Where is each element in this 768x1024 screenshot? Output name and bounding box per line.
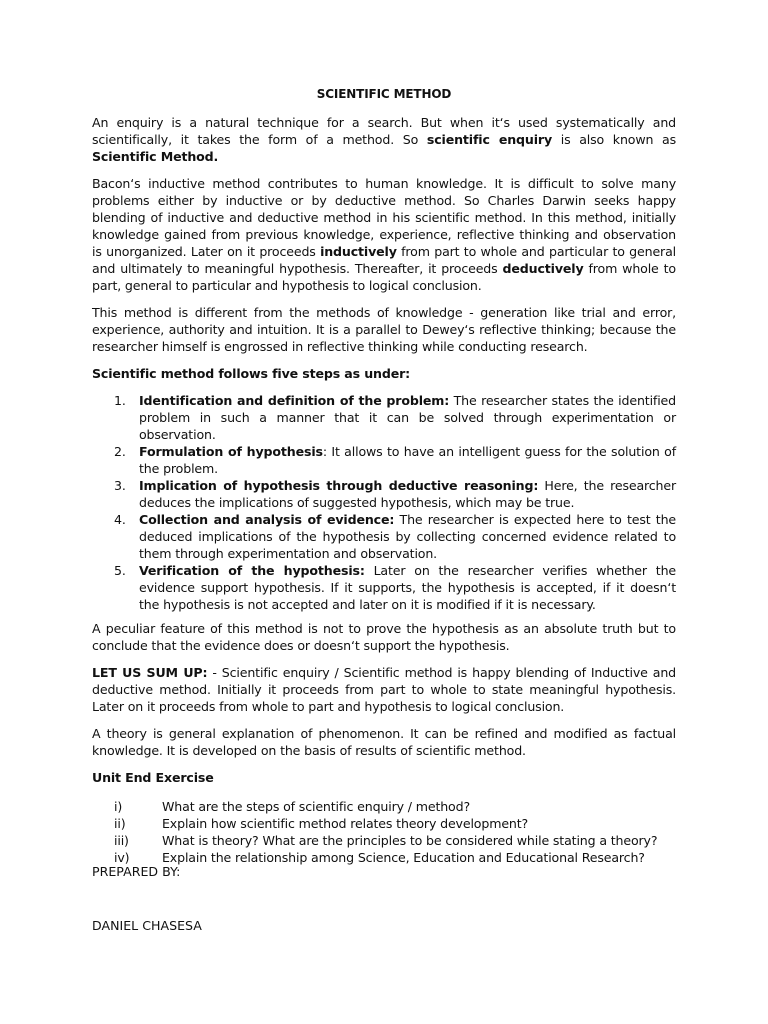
- intro-text-2: is also known as: [552, 132, 676, 147]
- bacon-text-3: from whole to part, general to particular and hypothesis to logical conclusion.: [92, 261, 676, 293]
- list-item: [92, 511, 676, 562]
- list-item: [92, 392, 676, 443]
- exercise-number: iv): [114, 850, 130, 865]
- list-item: [92, 477, 676, 511]
- sum-up-text: - Scientific enquiry / Scientific method is happy blending of Inductive and deductive method. Initially it proceeds from part to whole to state meaningful hypothesis. Later on it proceeds from whole to part and hypothesis to logical conclusion.: [92, 665, 676, 714]
- intro-bold-2: Scientific Method.: [92, 149, 219, 164]
- exercise-text: Explain how scientific method relates theory development?: [162, 816, 529, 831]
- sum-up-paragraph: [92, 664, 676, 715]
- step-term: Implication of hypothesis through deductive reasoning:: [139, 478, 539, 493]
- document-body: [92, 86, 676, 866]
- page-title: SCIENTIFIC METHOD: [316, 87, 452, 101]
- list-item: [92, 815, 676, 832]
- step-text: Later on the researcher verifies whether the evidence support hypothesis. If it supports, the hypothesis is accepted, if it doesn‘t the hypothesis is not accepted and later on it is modified if it is necessary.: [139, 563, 677, 612]
- exercise-text: What are the steps of scientific enquiry / method?: [162, 799, 470, 814]
- step-text: : It allows to have an intelligent guess for the solution of the problem.: [139, 444, 676, 476]
- list-item: [92, 443, 676, 477]
- prepared-by-label: PREPARED BY:: [92, 864, 181, 879]
- step-number: 4.: [114, 512, 126, 527]
- different-paragraph: This method is different from the methods of knowledge - generation like trial and error, experience, authority and intuition. It is a parallel to Dewey‘s reflective thinking; because the researcher himself is engrossed in reflective thinking while conducting research.: [92, 305, 676, 354]
- step-number: 2.: [114, 444, 126, 459]
- step-text: The researcher is expected here to test the deduced implications of the hypothesis by collecting concerned evidence related to them through experimentation and observation.: [139, 512, 676, 561]
- step-text: Here, the researcher deduces the implications of suggested hypothesis, which may be true.: [139, 478, 676, 510]
- theory-paragraph: A theory is general explanation of phenomenon. It can be refined and modified as factual knowledge. It is developed on the basis of results of scientific method.: [92, 726, 676, 758]
- steps-heading: Scientific method follows five steps as under:: [92, 366, 411, 381]
- bacon-text-1: Bacon‘s inductive method contributes to human knowledge. It is difficult to solve many problems either by inductive or by deductive method. So Charles Darwin seeks happy blending of inductive and deductive method in his scientific method. In this method, initially knowledge gained from previous knowledge, experience, reflective thinking and observation is unorganized. Later on it proceeds: [92, 176, 676, 259]
- exercise-number: ii): [114, 816, 126, 831]
- intro-paragraph: [92, 114, 676, 165]
- peculiar-paragraph: A peculiar feature of this method is not to prove the hypothesis as an absolute truth but to conclude that the evidence does or doesn‘t support the hypothesis.: [92, 621, 676, 653]
- intro-bold-1: scientific enquiry: [426, 132, 553, 147]
- intro-text-1: An enquiry is a natural technique for a search. But when it‘s used systematically and scientifically, it takes the form of a method. So: [92, 115, 676, 147]
- exercise-list: [92, 798, 676, 866]
- step-number: 1.: [114, 393, 126, 408]
- exercise-number: iii): [114, 833, 129, 848]
- list-item: [92, 798, 676, 815]
- step-term: Formulation of hypothesis: [139, 444, 323, 459]
- step-term: Collection and analysis of evidence:: [139, 512, 395, 527]
- step-term: Identification and definition of the problem:: [139, 393, 450, 408]
- step-text: The researcher states the identified problem in such a manner that it can be solved through experimentation or observation.: [139, 393, 676, 442]
- list-item: [92, 832, 676, 849]
- step-number: 5.: [114, 563, 126, 578]
- step-number: 3.: [114, 478, 126, 493]
- list-item: [92, 562, 676, 613]
- exercise-text: Explain the relationship among Science, Education and Educational Research?: [162, 850, 645, 865]
- exercise-number: i): [114, 799, 123, 814]
- sum-up-label: LET US SUM UP:: [92, 665, 208, 680]
- author-name: DANIEL CHASESA: [92, 918, 202, 933]
- bacon-paragraph: [92, 175, 676, 294]
- bacon-bold-2: deductively: [502, 261, 584, 276]
- steps-list: [92, 392, 676, 613]
- exercise-heading: Unit End Exercise: [92, 770, 214, 785]
- exercise-text: What is theory? What are the principles to be considered while stating a theory?: [162, 833, 658, 848]
- bacon-text-2: from part to whole and particular to general and ultimately to meaningful hypothesis. Thereafter, it proceeds: [92, 244, 676, 276]
- bacon-bold-1: inductively: [320, 244, 397, 259]
- step-term: Verification of the hypothesis:: [139, 563, 365, 578]
